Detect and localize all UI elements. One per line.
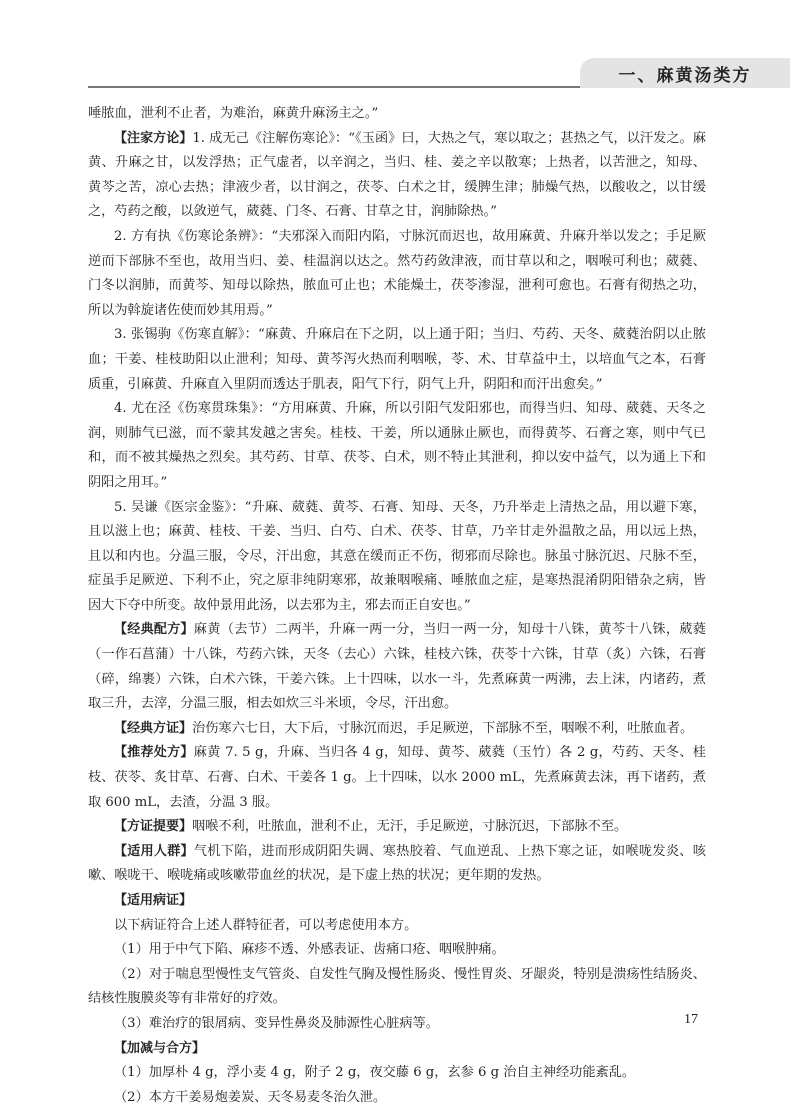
commentary-label: 【注家方论】 bbox=[114, 130, 193, 146]
paragraph-continuation: 唾脓血，泄利不止者，为难治，麻黄升麻汤主之。” bbox=[88, 106, 379, 121]
diseases-label: 【适用病证】 bbox=[114, 893, 193, 908]
recommended-text: 麻黄 7. 5 g，升麻、当归各 4 g，知母、黄芩、葳蕤（玉竹）各 2 g，芍药、天冬、桂枝、茯苓、炙甘草、石膏、白术、干姜各 1 g。上十四味，以水 2000 mL，先煮麻黄去沫，再下诸药，煮取 600 mL，去渣，分温 3 服。 bbox=[88, 745, 706, 810]
commentary-text-1: 1. 成无己《注解伤寒论》：“《玉函》曰，大热之气，寒以取之；甚热之气，以汗发之。麻黄、升麻之甘，以发浮热；正气虚者，以辛润之，当归、桂、姜之辛以散寒；上热者，以苦泄之，知母、黄芩之苦，凉心去热；津液少者，以甘润之，茯苓、白术之甘，缓脾生津；肺燥气热，以酸收之，以甘缓之，芍药之酸，以敛逆气，葳蕤、门冬、石膏、甘草之甘，润肺除热。” bbox=[88, 130, 706, 220]
section-header-tab bbox=[580, 58, 790, 88]
disease-item-2: （2）对于喘息型慢性支气管炎、自发性气胸及慢性肠炎、慢性胃炎、牙龈炎，特别是溃疡性结肠炎、结核性腹膜炎等有非常好的疗效。 bbox=[88, 966, 706, 1007]
diseases-heading bbox=[88, 889, 706, 914]
key-points bbox=[88, 815, 706, 840]
page-number: 17 bbox=[684, 1012, 698, 1027]
classic-formula-label: 【经典配方】 bbox=[114, 622, 194, 638]
population-text: 气机下陷，进而形成阴阳失调、寒热胶着、气血逆乱、上热下寒之证，如喉咙发炎、咳嗽、喉咙干、喉咙痛或咳嗽带血丝的状况，是下虚上热的状况；更年期的发热。 bbox=[88, 843, 706, 884]
commentary-item-1 bbox=[88, 127, 706, 225]
page-body bbox=[88, 102, 706, 1110]
recommended-label: 【推荐处方】 bbox=[114, 745, 194, 761]
classic-indication bbox=[88, 717, 706, 742]
key-points-label: 【方证提要】 bbox=[114, 819, 193, 835]
key-points-text: 咽喉不利，吐脓血，泄利不止，无汗，手足厥逆，寸脉沉迟，下部脉不至。 bbox=[192, 819, 628, 835]
classic-formula bbox=[88, 618, 706, 716]
disease-item-1: （1）用于中气下陷、麻疹不透、外感表证、齿痛口疮、咽喉肿痛。 bbox=[114, 942, 505, 958]
target-population bbox=[88, 840, 706, 889]
modification-item-1: （1）加厚朴 4 g，浮小麦 4 g，附子 2 g，夜交藤 6 g，玄参 6 g 治自主神经功能紊乱。 bbox=[114, 1065, 636, 1081]
modifications-label: 【加减与合方】 bbox=[114, 1040, 206, 1056]
modifications-heading bbox=[88, 1037, 706, 1062]
commentary-item-3: 3. 张锡驹《伤寒直解》：“麻黄、升麻启在下之阴，以上通于阳；当归、芍药、天冬、葳蕤治阴以止脓血；干姜、桂枝助阳以止泄利；知母、黄芩泻火热而利咽喉，苓、术、甘草益中土，以培血气之本，石膏质重，引麻黄、升麻直入里阴而透达于肌表，阳气下行，阴气上升，阴阳和而汗出愈矣。” bbox=[88, 327, 706, 392]
commentary-item-4: 4. 尤在泾《伤寒贯珠集》：“方用麻黄、升麻，所以引阳气发阳邪也，而得当归、知母、葳蕤、天冬之润，则肺气已滋，而不蒙其发越之害矣。桂枝、干姜，所以通脉止厥也，而得黄芩、石膏之寒，则中气已和，而不被其燥热之烈矣。其芍药、甘草、茯苓、白术，则不特止其泄利，抑以安中益气，以为通上下和阴阳之用耳。” bbox=[88, 401, 706, 490]
commentary-item-5: 5. 吴谦《医宗金鉴》：“升麻、葳蕤、黄芩、石膏、知母、天冬，乃升举走上清热之品，用以避下寒，且以滋上也；麻黄、桂枝、干姜、当归、白芍、白术、茯苓、甘草，乃辛甘走外温散之品，用以远上热，且以和内也。分温三服，令尽，汗出愈，其意在缓而正不伤，彻邪而尽除也。脉虽寸脉沉迟、尺脉不至，症虽手足厥逆、下利不止，究之原非纯阴寒邪，故兼咽喉痛、唾脓血之症，是寒热混淆阴阳错杂之病，皆因大下夺中所变。故仲景用此汤，以去邪为主，邪去而正自安也。” bbox=[88, 499, 706, 613]
section-title: 一、麻黄汤类方 bbox=[618, 65, 752, 86]
classic-indication-label: 【经典方证】 bbox=[114, 720, 193, 736]
disease-item-3: （3）难治疗的银屑病、变异性鼻炎及肺源性心脏病等。 bbox=[114, 1015, 439, 1031]
diseases-intro: 以下病证符合上述人群特征者，可以考虑使用本方。 bbox=[114, 917, 418, 933]
commentary-item-2: 2. 方有执《伤寒论条辨》：“夫邪深入而阳内陷，寸脉沉而迟也，故用麻黄、升麻升举以发之；手足厥逆而下部脉不至也，故用当归、姜、桂温润以达之。然芍药敛津液，而甘草以和之，咽喉可利也；葳蕤、门冬以润肺，而黄芩、知母以除热，脓血可止也；术能燥土，茯苓渗湿，泄利可愈也。石膏有彻热之功，所以为斡旋诸佐使而妙其用焉。” bbox=[88, 228, 706, 318]
classic-indication-text: 治伤寒六七日，大下后，寸脉沉而迟，手足厥逆，下部脉不至，咽喉不利，吐脓血者。 bbox=[192, 720, 694, 736]
population-label: 【适用人群】 bbox=[114, 843, 194, 859]
classic-formula-text: 麻黄（去节）二两半，升麻一两一分，当归一两一分，知母十八铢，黄芩十八铢，葳蕤（一作石菖蒲）十八铢，芍药六铢，天冬（去心）六铢，桂枝六铢，茯苓十六铢，甘草（炙）六铢，石膏（碎，绵裹）六铢，白术六铢，干姜六铢。上十四味，以水一斗，先煮麻黄一两沸，去上沫，内诸药，煮取三升，去滓，分温三服，相去如炊三斗米顷，令尽，汗出愈。 bbox=[88, 622, 706, 712]
modification-item-2: （2）本方干姜易炮姜炭、天冬易麦冬治久泄。 bbox=[114, 1089, 387, 1105]
recommended-prescription bbox=[88, 741, 706, 815]
